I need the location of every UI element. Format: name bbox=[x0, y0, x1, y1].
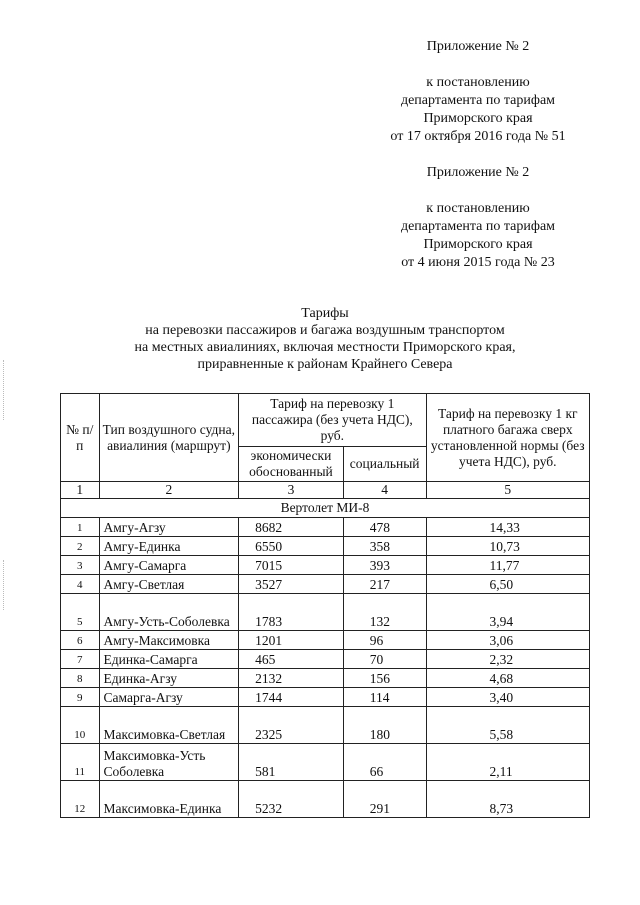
row-economic: 7015 bbox=[239, 556, 344, 575]
row-economic: 1201 bbox=[239, 631, 344, 650]
row-route: Единка-Агзу bbox=[99, 669, 239, 688]
row-route: Амгу-Светлая bbox=[99, 575, 239, 594]
row-baggage: 3,06 bbox=[426, 631, 589, 650]
table-row bbox=[61, 631, 590, 650]
table-row bbox=[61, 688, 590, 707]
row-number: 7 bbox=[61, 650, 100, 669]
left-margin-scan-marks bbox=[3, 360, 6, 420]
row-route: Амгу-Единка bbox=[99, 537, 239, 556]
row-social: 217 bbox=[343, 575, 426, 594]
row-baggage: 2,11 bbox=[426, 744, 589, 781]
row-baggage: 3,40 bbox=[426, 688, 589, 707]
appendix-title: Приложение № 2 bbox=[426, 165, 530, 180]
row-number: 1 bbox=[61, 518, 100, 537]
row-social: 66 bbox=[343, 744, 426, 781]
header-social: социальный bbox=[343, 447, 426, 482]
title-line: на перевозки пассажиров и багажа воздушным транспортом bbox=[145, 323, 505, 338]
appendix-header-2016 bbox=[378, 38, 578, 182]
column-number: 1 bbox=[61, 482, 100, 499]
department-line: департамента по тарифам bbox=[400, 219, 556, 234]
row-economic: 1744 bbox=[239, 688, 344, 707]
title-line: приравненные к районам Крайнего Севера bbox=[197, 357, 453, 372]
section-label: Вертолет МИ-8 bbox=[61, 499, 590, 518]
table-row bbox=[61, 650, 590, 669]
row-economic: 581 bbox=[239, 744, 344, 781]
row-route: Амгу-Максимовка bbox=[99, 631, 239, 650]
row-economic: 5232 bbox=[239, 781, 344, 818]
spacer-line bbox=[378, 56, 578, 74]
column-number-row bbox=[61, 482, 590, 499]
row-number: 6 bbox=[61, 631, 100, 650]
row-baggage: 14,33 bbox=[426, 518, 589, 537]
spacer-line bbox=[378, 146, 578, 164]
row-baggage: 4,68 bbox=[426, 669, 589, 688]
header-num: № п/п bbox=[61, 394, 100, 482]
row-number: 4 bbox=[61, 575, 100, 594]
row-number: 10 bbox=[61, 707, 100, 744]
column-number: 5 bbox=[426, 482, 589, 499]
section-row bbox=[61, 499, 590, 518]
tariffs-table bbox=[60, 393, 590, 818]
row-number: 8 bbox=[61, 669, 100, 688]
column-number: 4 bbox=[343, 482, 426, 499]
row-number: 2 bbox=[61, 537, 100, 556]
resolution-line: к постановлению bbox=[426, 75, 530, 90]
row-baggage: 11,77 bbox=[426, 556, 589, 575]
row-social: 478 bbox=[343, 518, 426, 537]
row-social: 96 bbox=[343, 631, 426, 650]
row-baggage: 2,32 bbox=[426, 650, 589, 669]
title-main: Тарифы bbox=[301, 306, 349, 321]
row-route: Самарга-Агзу bbox=[99, 688, 239, 707]
title-line: на местных авиалиниях, включая местности Приморского края, bbox=[134, 340, 516, 355]
row-number: 11 bbox=[61, 744, 100, 781]
row-route: Амгу-Агзу bbox=[99, 518, 239, 537]
column-number: 2 bbox=[99, 482, 239, 499]
header-route: Тип воздушного судна, авиалиния (маршрут) bbox=[99, 394, 239, 482]
row-baggage: 5,58 bbox=[426, 707, 589, 744]
row-route: Максимовка-Светлая bbox=[99, 707, 239, 744]
row-route: Максимовка-Усть Соболевка bbox=[99, 744, 239, 781]
header-economic: экономически обоснованный bbox=[239, 447, 344, 482]
row-baggage: 3,94 bbox=[426, 594, 589, 631]
appendix-header-2015 bbox=[378, 200, 578, 272]
row-economic: 3527 bbox=[239, 575, 344, 594]
table-row bbox=[61, 518, 590, 537]
table-row bbox=[61, 594, 590, 631]
table-row bbox=[61, 575, 590, 594]
appendix-title: Приложение № 2 bbox=[426, 39, 530, 54]
table-row bbox=[61, 781, 590, 818]
row-route: Амгу-Усть-Соболевка bbox=[99, 594, 239, 631]
row-economic: 2132 bbox=[239, 669, 344, 688]
table-row bbox=[61, 744, 590, 781]
left-margin-scan-marks bbox=[3, 560, 6, 610]
row-number: 3 bbox=[61, 556, 100, 575]
row-economic: 1783 bbox=[239, 594, 344, 631]
row-social: 180 bbox=[343, 707, 426, 744]
header-baggage-tariff: Тариф на перевозку 1 кг платного багажа сверх установленной нормы (без учета НДС), руб. bbox=[426, 394, 589, 482]
row-route: Амгу-Самарга bbox=[99, 556, 239, 575]
header-row bbox=[61, 394, 590, 447]
document-title bbox=[90, 305, 560, 373]
row-baggage: 8,73 bbox=[426, 781, 589, 818]
row-economic: 6550 bbox=[239, 537, 344, 556]
header-passenger-tariff: Тариф на перевозку 1 пассажира (без учета НДС), руб. bbox=[239, 394, 426, 447]
row-route: Максимовка-Единка bbox=[99, 781, 239, 818]
department-line: департамента по тарифам bbox=[400, 93, 556, 108]
row-social: 358 bbox=[343, 537, 426, 556]
row-economic: 8682 bbox=[239, 518, 344, 537]
row-economic: 2325 bbox=[239, 707, 344, 744]
region-line: Приморского края bbox=[423, 237, 533, 252]
row-baggage: 10,73 bbox=[426, 537, 589, 556]
table-row bbox=[61, 707, 590, 744]
row-route: Единка-Самарга bbox=[99, 650, 239, 669]
row-social: 114 bbox=[343, 688, 426, 707]
row-number: 9 bbox=[61, 688, 100, 707]
row-baggage: 6,50 bbox=[426, 575, 589, 594]
column-number: 3 bbox=[239, 482, 344, 499]
row-social: 156 bbox=[343, 669, 426, 688]
row-social: 291 bbox=[343, 781, 426, 818]
table-row bbox=[61, 669, 590, 688]
table-row bbox=[61, 537, 590, 556]
date-line: от 17 октября 2016 года № 51 bbox=[390, 129, 566, 144]
row-number: 12 bbox=[61, 781, 100, 818]
region-line: Приморского края bbox=[423, 111, 533, 126]
resolution-line: к постановлению bbox=[426, 201, 530, 216]
row-number: 5 bbox=[61, 594, 100, 631]
date-line: от 4 июня 2015 года № 23 bbox=[401, 255, 555, 270]
table-row bbox=[61, 556, 590, 575]
row-social: 132 bbox=[343, 594, 426, 631]
row-social: 70 bbox=[343, 650, 426, 669]
row-social: 393 bbox=[343, 556, 426, 575]
row-economic: 465 bbox=[239, 650, 344, 669]
